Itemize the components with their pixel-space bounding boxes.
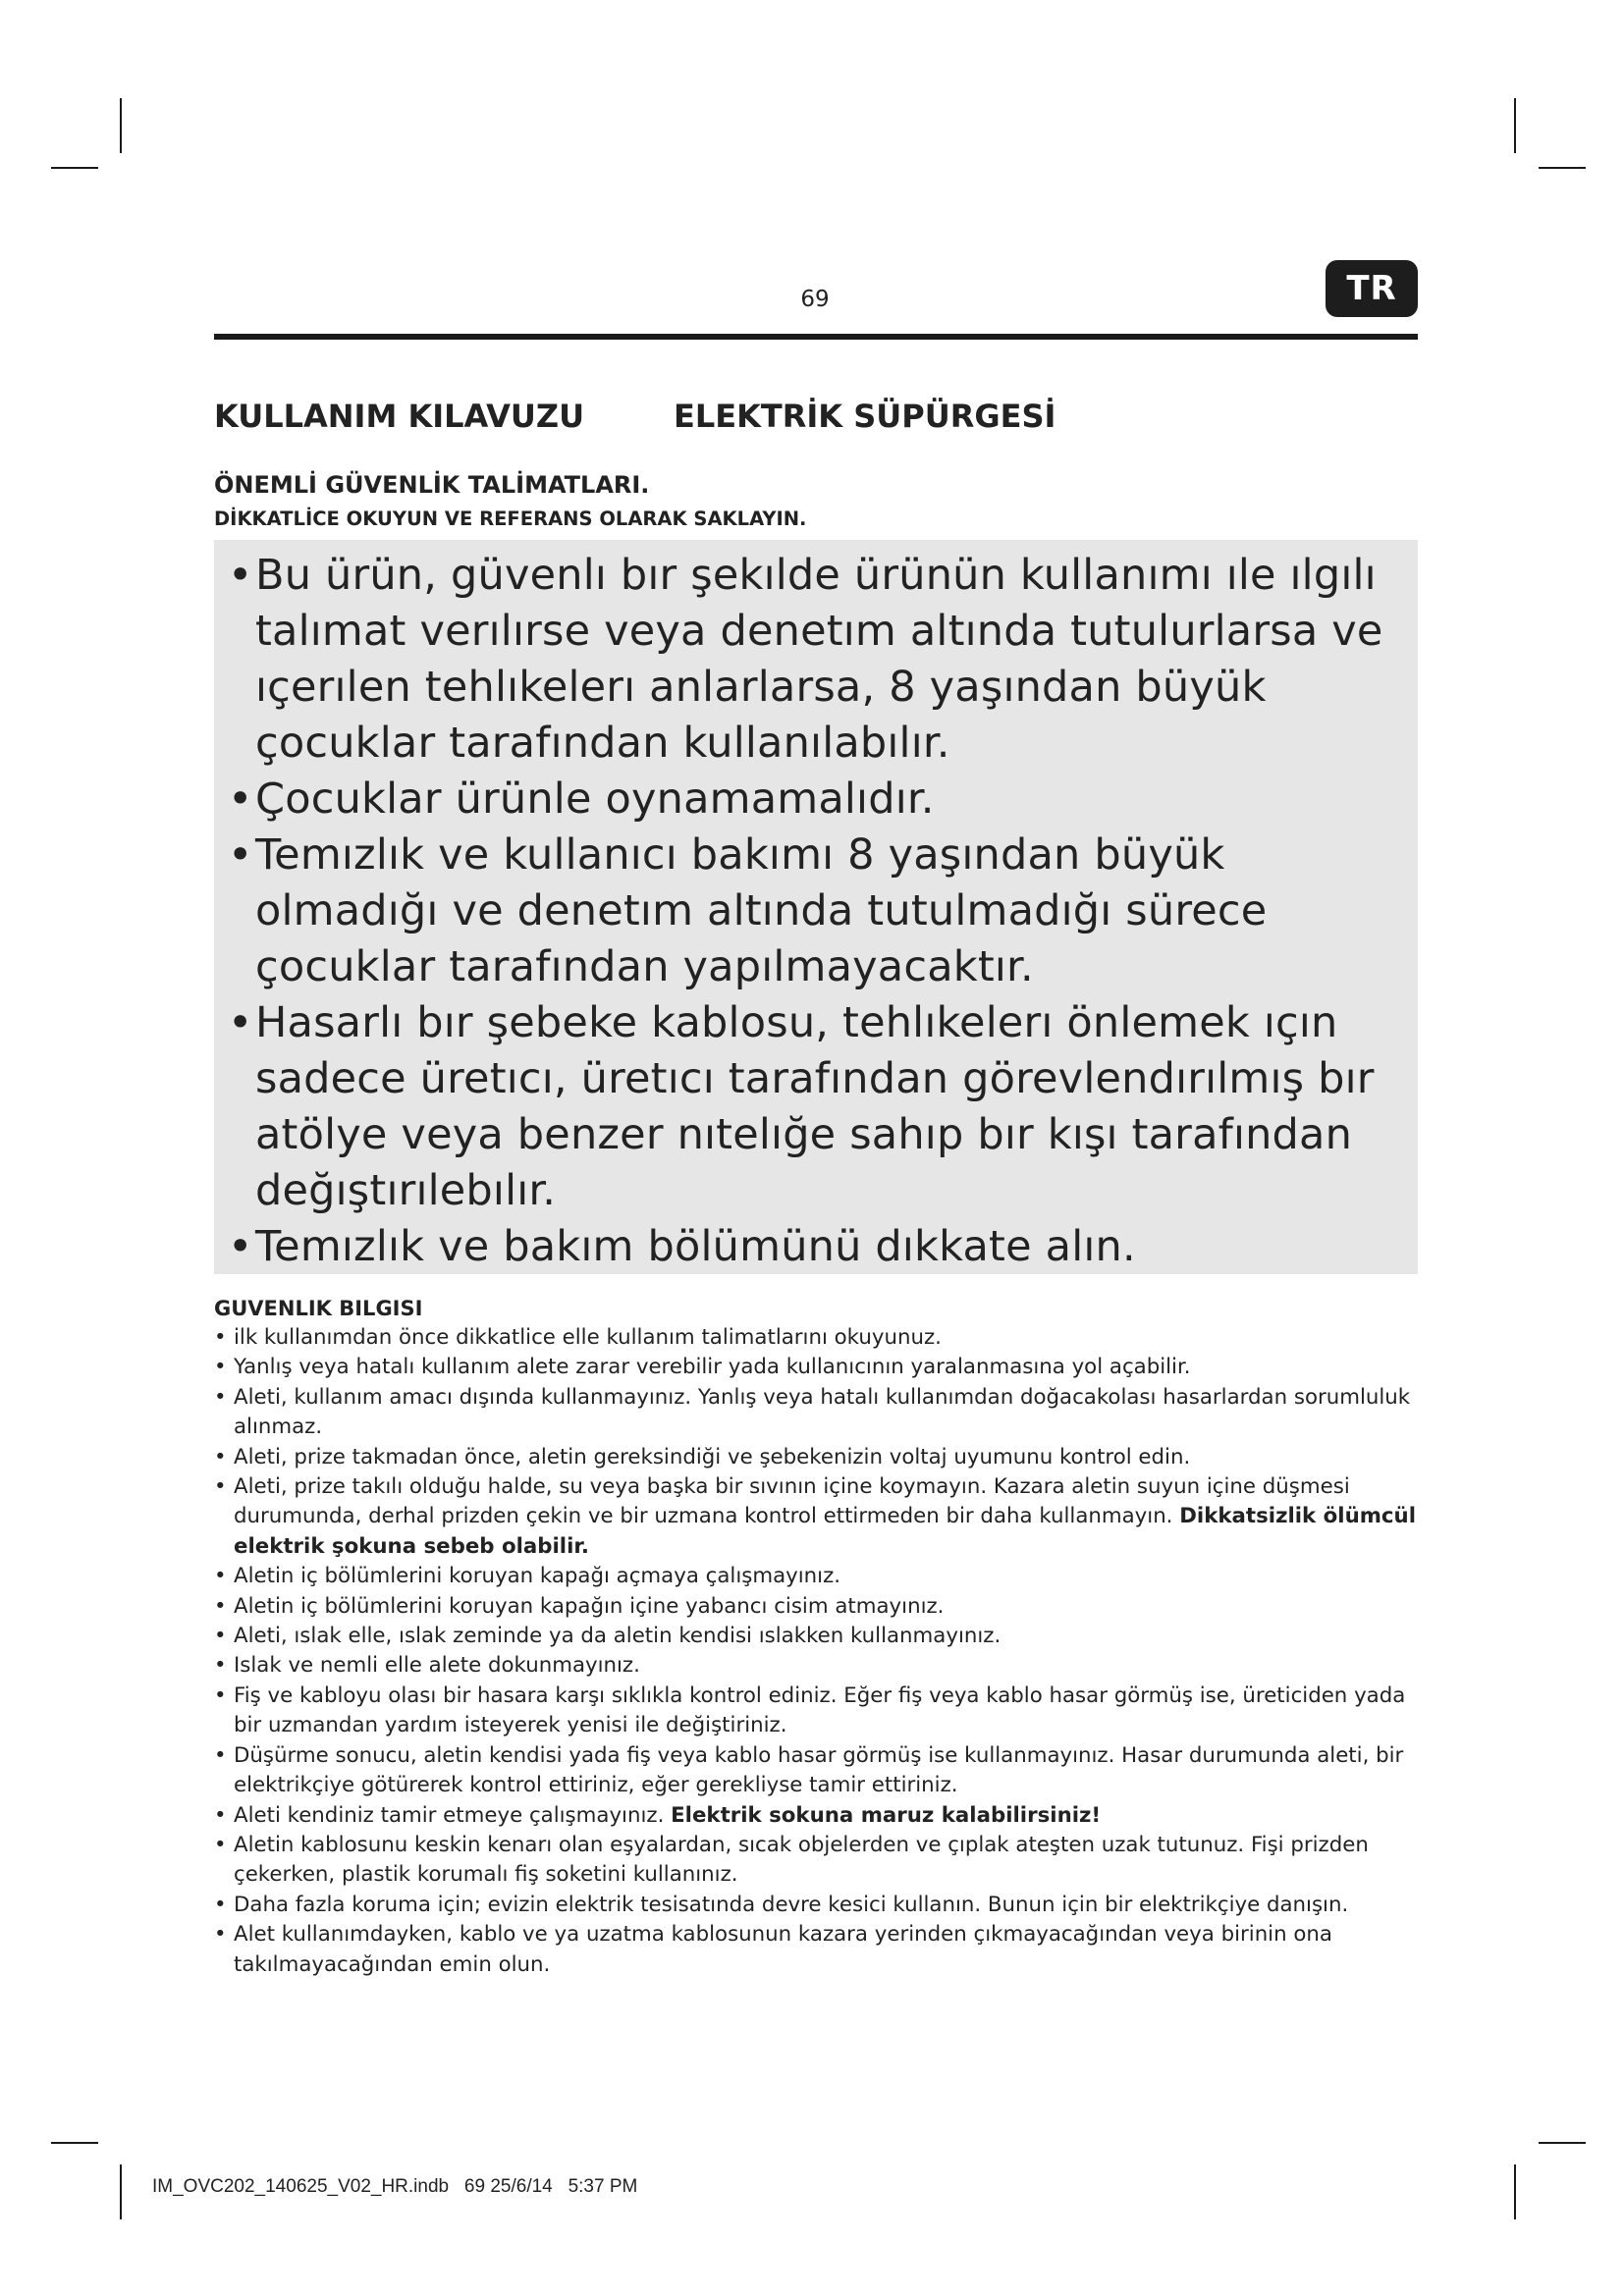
safety-info-item [214,1562,1422,1591]
important-safety-heading: ÖNEMLİ GÜVENLİK TALİMATLARI. [214,471,650,499]
safety-info-item [214,1682,1422,1741]
safety-info-heading: GUVENLIK BILGISI [214,1297,423,1320]
highlight-warning-box [214,540,1418,1274]
safety-info-text: Aletin kablosunu keskin kenarı olan eşyalardan, sıcak objelerden ve çıplak ateşten uzak tutunuz. Fişi prizden çekerken, plastik korumalı fiş soketini kullanınız. [234,1832,1369,1888]
safety-info-item [214,1383,1422,1443]
safety-info-text: Fiş ve kabloyu olası bir hasara karşı sıklıkla kontrol ediniz. Eğer fiş veya kablo hasar görmüş ise, üreticiden yada bir uzmandan yardım isteyerek yenisi ile değiştiriniz. [234,1682,1406,1738]
safety-info-item [214,1920,1422,1980]
highlight-warning-list [214,540,1418,1275]
safety-info-emphasis: Elektrik sokuna maruz kalabilirsiniz! [671,1802,1102,1828]
important-safety-subheading: DİKKATLİCE OKUYUN VE REFERANS OLARAK SAKLAYIN. [214,507,807,530]
crop-mark [120,2164,122,2219]
safety-info-text: Düşürme sonucu, aletin kendisi yada fiş veya kablo hasar görmüş ise kullanmayınız. Hasar durumunda aleti, bir elektrikçiye götürerek kontrol ettiriniz, eğer gerekliyse tamir ettiriniz. [234,1742,1404,1798]
language-badge: TR [1326,260,1418,317]
crop-mark [1514,2164,1516,2219]
doc-type-title: KULLANIM KILAVUZU [214,398,585,435]
highlight-warning-item: • Çocuklar ürünle oynamamalıdır. [228,772,1418,828]
safety-info-text: Yanlış veya hatalı kullanım alete zarar verebilir yada kullanıcının yaralanmasına yol açabilir. [234,1355,1191,1380]
print-slug-file: IM_OVC202_140625_V02_HR.indb 69 [152,2176,486,2197]
crop-mark [51,2142,98,2144]
safety-info-item [214,1891,1422,1920]
title-row [214,398,1418,435]
print-slug-timestamp: 25/6/14 5:37 PM [490,2176,638,2197]
safety-info-item [214,1592,1422,1622]
safety-info-item [214,1831,1422,1891]
safety-info-item [214,1472,1422,1562]
print-slug [152,2176,637,2198]
safety-info-text: Islak ve nemli elle alete dokunmayınız. [234,1653,640,1679]
highlight-warning-item: • Temızlık ve bakım bölümünü dıkkate alın. [228,1219,1418,1275]
crop-mark [1514,98,1516,153]
safety-info-item [214,1741,1422,1801]
safety-info-text: Aleti kendiniz tamir etmeye çalışmayınız. [234,1802,672,1828]
highlight-warning-item: • Temızlık ve kullanıcı bakımı 8 yaşından büyük olmadığı ve denetım altında tutulmadığı sürece çocuklar tarafından yapılmayacaktır. [228,828,1418,995]
page-number: 69 [800,287,830,312]
crop-mark [51,167,98,169]
product-title: ELEKTRİK SÜPÜRGESİ [674,398,1056,435]
safety-info-text: Aleti, ıslak elle, ıslak zeminde ya da aletin kendisi ıslakken kullanmayınız. [234,1624,1001,1649]
safety-info-item [214,1323,1422,1353]
safety-info-text: Aletin iç bölümlerini koruyan kapağı açmaya çalışmayınız. [234,1564,841,1589]
safety-info-text: Alet kullanımdayken, kablo ve ya uzatma kablosunun kazara yerinden çıkmayacağından veya birinin ona takılmayacağından emin olun. [234,1922,1332,1977]
crop-mark [1539,167,1586,169]
safety-info-list [214,1323,1422,1980]
safety-info-item [214,1651,1422,1681]
safety-info-item [214,1443,1422,1472]
safety-info-text: Aleti, prize takmadan önce, aletin gereksindiği ve şebekenizin voltaj uyumunu kontrol edin. [234,1444,1191,1469]
safety-info-text: Aleti, prize takılı olduğu halde, su veya başka bir sıvının içine koymayın. Kazara aletin suyun içine düşmesi durumunda, derhal prizden çekin ve bir uzmana kontrol ettirmeden bir daha kullanmayın. [234,1474,1350,1529]
safety-info-text: ilk kullanımdan önce dikkatlice elle kullanım talimatlarını okuyunuz. [234,1325,942,1350]
safety-info-item [214,1622,1422,1651]
safety-info-item [214,1801,1422,1831]
safety-info-section [214,1294,1422,1980]
crop-mark [120,98,122,153]
highlight-warning-item: • Hasarlı bır şebeke kablosu, tehlıkelerı önlemek ıçın sadece üretıcı, üretıcı tarafından görevlendırılmış bır atölye veya benzer nıtelığe sahıp bır kışı tarafından değıştırılebılır. [228,995,1418,1219]
highlight-warning-item: • Bu ürün, güvenlı bır şekılde ürünün kullanımı ıle ılgılı talımat verılırse veya denetım altında tutulurlarsa ve ıçerılen tehlıkelerı anlarlarsa, 8 yaşından büyük çocuklar tarafından kullanılabılır. [228,548,1418,772]
safety-info-item [214,1353,1422,1382]
crop-mark [1539,2142,1586,2144]
header-rule [214,334,1418,340]
safety-info-text: Aleti, kullanım amacı dışında kullanmayınız. Yanlış veya hatalı kullanımdan doğacakolası hasarlardan sorumluluk alınmaz. [234,1384,1411,1440]
safety-info-text: Daha fazla koruma için; evizin elektrik tesisatında devre kesici kullanın. Bunun için bir elektrikçiye danışın. [234,1892,1349,1917]
safety-info-text: Aletin iç bölümlerini koruyan kapağın içine yabancı cisim atmayınız. [234,1593,945,1619]
safety-info-emphasis: Dikkatsizlik ölümcül elektrik şokuna sebeb olabilir. [234,1504,1417,1559]
